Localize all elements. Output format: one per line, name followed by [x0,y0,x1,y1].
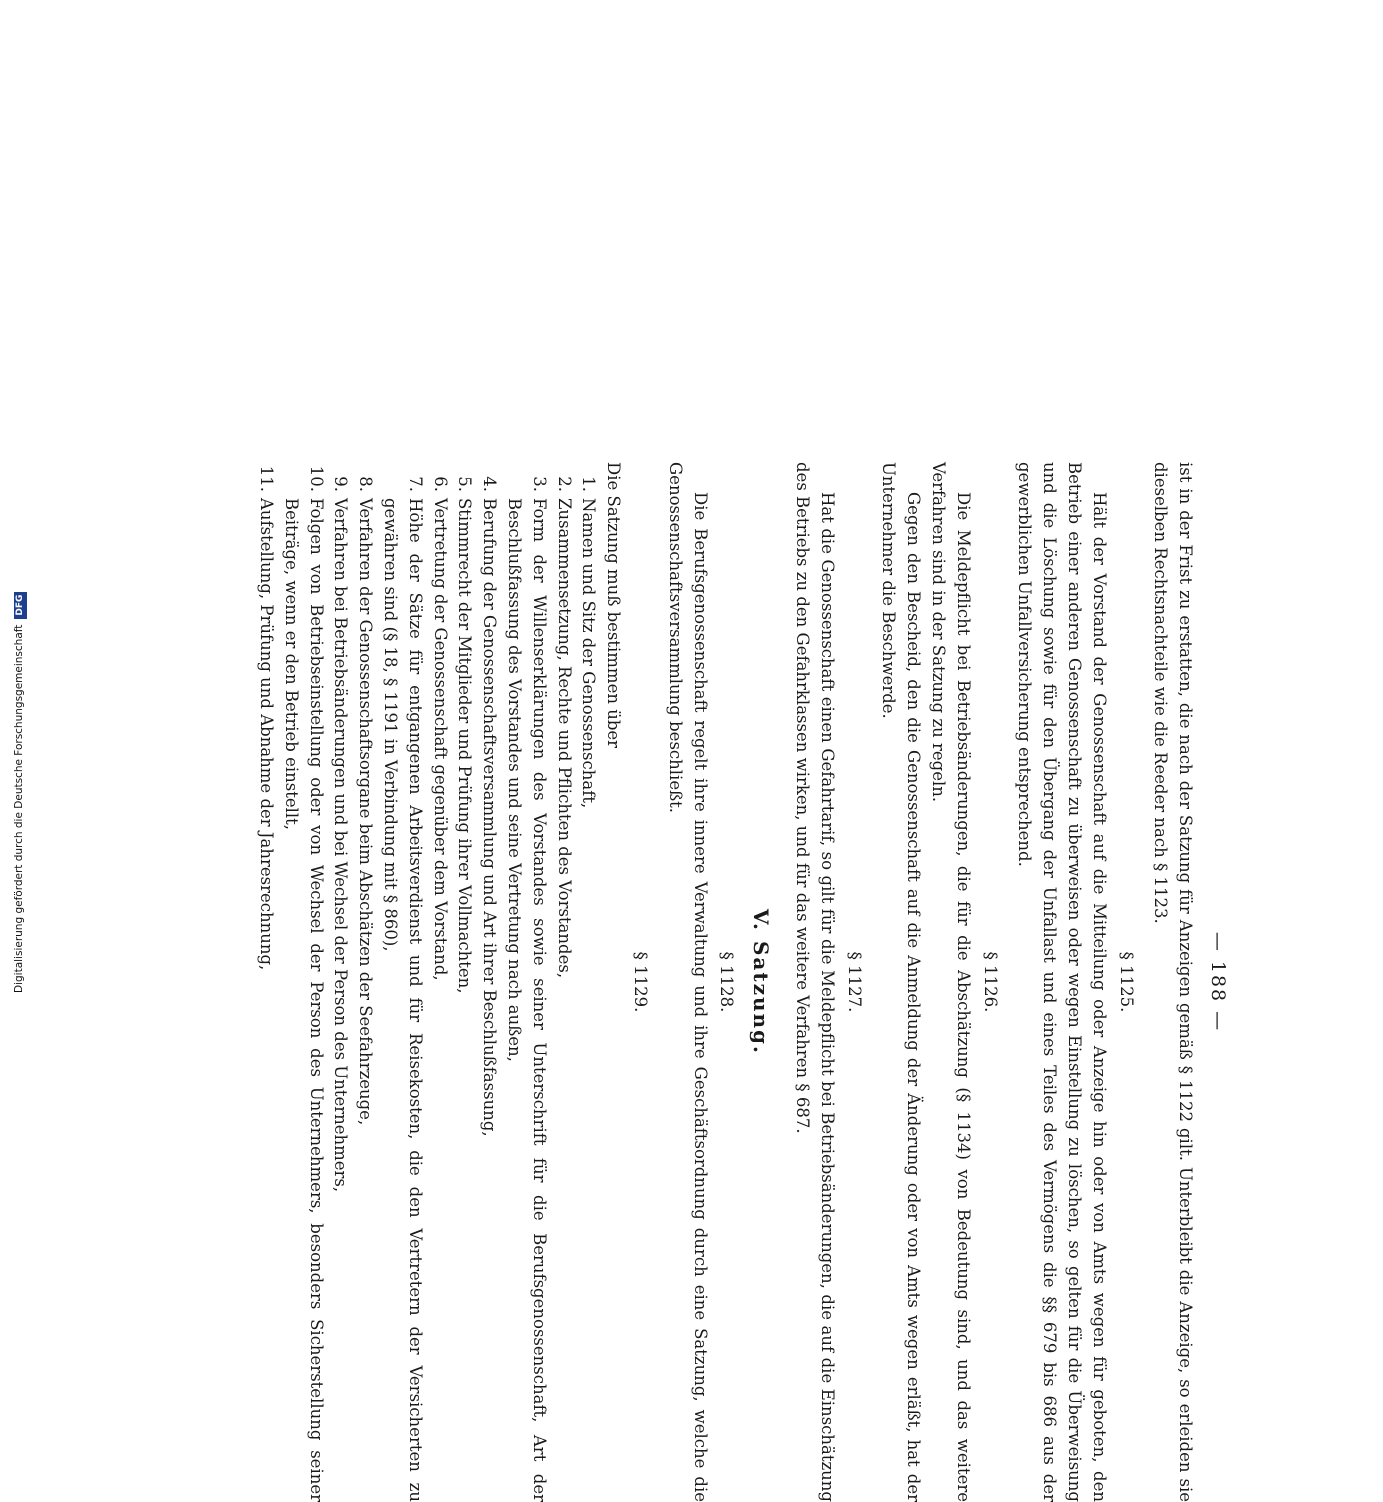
document-page [20,462,1240,1502]
dfg-credit-footer [12,593,26,993]
list-item-number: 9. [331,476,351,492]
section-1125-heading: § 1125. [1116,951,1136,1013]
chapter-heading: V. Satzung. [749,909,774,1055]
section-1127-heading: § 1127. [844,951,864,1013]
list-item-text: Form der Willenserklärungen des Vorstandes sowie seiner Unterschrift für die Berufsgenossenschaft, Art der Beschlußfassung des Vorstandes und seine Vertretung nach außen, [505,498,549,1502]
list-item [501,462,551,1502]
page-number: — 188 — [1207,931,1229,1033]
list-item [328,462,353,1502]
section-1126-heading: § 1126. [980,951,1000,1013]
list-item-text: Höhe der Sätze für entgangenen Arbeitsverdienst und für Reisekosten, die den Vertretern der Versicherten zu gewähren sind (§ 18, § 1191 in Verbindung mit § 860), [381,498,425,1502]
list-item-number: 8. [356,476,376,492]
list-item-number: 6. [430,476,450,492]
section-1129-heading: § 1129. [631,951,651,1013]
list-item [278,462,328,1502]
list-item-number: 2. [554,476,574,492]
list-item-number: 11. [257,465,277,492]
list-item-number: 5. [455,476,475,492]
list-item-text: Verfahren der Genossenschaftsorgane beim Abschätzen der Seefahrzeuge, [356,498,376,1126]
list-item-number: 4. [480,476,500,492]
section-1129-intro: Die Satzung muß bestimmen über [604,462,624,749]
list-item [253,462,278,1502]
list-item [476,462,501,1502]
section-1125-text: Hält der Vorstand der Genossenschaft auf die Mitteilung oder Anzeige hin oder von Amts wegen für geboten, den Betrieb einer anderen Genossenschaft zu überweisen oder wegen Einstellung zu löschen, so gelten für die Überweisung und die Löschung sowie für den Übergang der Unfallast und eines Teiles des Vermögens die §§ 679 bis 686 aus der gewerblichen Unfallversicherung entsprechend. [1015,462,1109,1502]
list-item-text: Zusammensetzung, Rechte und Pflichten des Vorstandes, [554,498,574,979]
footer-text: Digitalisierung gefördert durch die Deutsche Forschungsgemeinschaft [13,624,25,993]
list-item-number: 3. [529,476,549,492]
list-item [551,462,576,1502]
list-item-text: Berufung der Genossenschaftsversammlung und Art ihrer Beschlußfassung, [480,498,500,1137]
continuation-paragraph: ist in der Frist zu erstatten, die nach der Satzung für Anzeigen gemäß § 1122 gilt. Unterbleibt die Anzeige, so erleiden sie dieselben Rechtsnachteile wie die Reeder nach § 1123. [1151,462,1196,1502]
list-item-text: Namen und Sitz der Genossenschaft, [579,498,599,809]
list-item [427,462,452,1502]
list-item [353,462,378,1502]
section-1126-text-1: Die Meldepflicht bei Betriebsänderungen, die für die Abschätzung (§ 1134) von Bedeutung sind, und das weitere Verfahren sind in der Satzung zu regeln. [929,462,973,1502]
list-item-text: Stimmrecht der Mitglieder und Prüfung ihrer Vollmachten, [455,498,475,994]
list-item-number: 10. [306,465,326,492]
section-1126-text-2: Gegen den Bescheid, den die Genossenschaft auf die Anmeldung der Änderung oder von Amts wegen erläßt, hat der Unternehmer die Beschwerde. [879,462,924,1502]
list-item [377,462,427,1502]
section-1128-text: Die Berufsgenossenschaft regelt ihre innere Verwaltung und ihre Geschäftsordnung durch eine Satzung, welche die Genossenschaftsversammlung beschließt. [665,462,710,1502]
section-1127-text: Hat die Genossenschaft einen Gefahrtarif, so gilt für die Meldepflicht bei Betriebsänderungen, die auf die Einschätzung des Betriebs zu den Gefahrklassen wirken, und für das weitere Verfahren § 687. [793,462,837,1502]
list-item-text: Aufstellung, Prüfung und Abnahme der Jahresrechnung, [257,498,277,971]
list-item-text: Verfahren bei Betriebsänderungen und bei Wechsel der Person des Unternehmers, [331,498,351,1193]
section-1129-list [253,462,600,1502]
list-item-number: 7. [405,476,425,492]
list-item-text: Vertretung der Genossenschaft gegenüber dem Vorstand, [430,498,450,981]
list-item [576,462,601,1502]
list-item-number: 1. [579,476,599,492]
dfg-logo: DFG [14,592,27,619]
list-item-text: Folgen von Betriebseinstellung oder von Wechsel der Person des Unternehmers, besonders Sicherstellung seiner Beiträge, wenn er den Betrieb einstellt, [281,498,326,1502]
section-1128-heading: § 1128. [717,951,737,1013]
list-item [452,462,477,1502]
